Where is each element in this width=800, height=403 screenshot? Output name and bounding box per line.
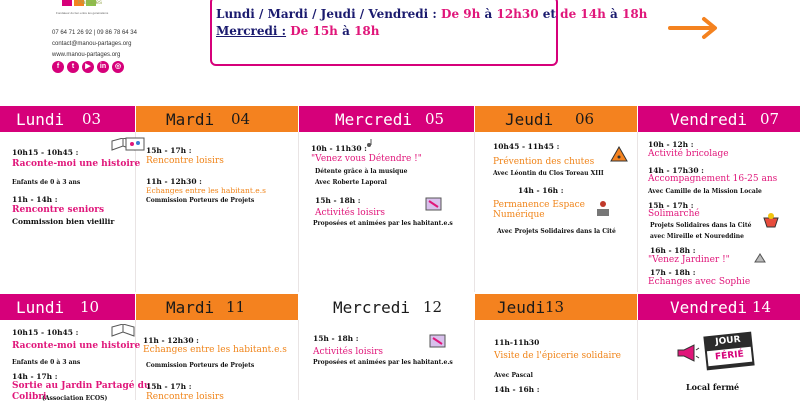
- event-detail: Détente grâce à la musique: [315, 168, 408, 175]
- column-divider: [135, 132, 136, 292]
- day-name: Vendredi: [670, 297, 748, 317]
- hours-value: de 14h: [560, 7, 606, 21]
- day-header-lundi: [0, 106, 135, 132]
- day-name: Mercredi: [333, 297, 411, 317]
- event-time: 15h - 18h :: [315, 196, 361, 205]
- linkedin-icon[interactable]: in: [97, 61, 109, 73]
- day-header-mercredi: [299, 106, 474, 132]
- day-header-jeudi: [475, 106, 637, 132]
- day-header-mardi: [136, 294, 298, 320]
- hours-value: 12h30: [496, 7, 539, 21]
- twitter-icon[interactable]: t: [67, 61, 79, 73]
- day-header-mardi: [136, 106, 298, 132]
- gardening-icon: [752, 250, 768, 264]
- event-time: 11h-11h30: [494, 338, 540, 347]
- event-time: 11h - 14h :: [12, 195, 58, 204]
- day-name: Mardi: [166, 109, 215, 129]
- website-link[interactable]: www.manou-partages.org: [52, 52, 121, 58]
- event-detail: Proposées et animées par les habitant.e.s: [313, 220, 453, 227]
- day-name: Mardi: [166, 297, 215, 317]
- day-number: 05: [425, 110, 445, 128]
- hours-value: De 15h: [290, 24, 338, 38]
- event-time: 15h - 17h :: [146, 146, 192, 155]
- warning-icon: [610, 146, 628, 162]
- event-time: 10h15 - 10h45 :: [12, 148, 79, 157]
- column-divider: [637, 132, 638, 292]
- day-number: 06: [575, 110, 595, 128]
- hours-connector: à: [342, 24, 350, 38]
- event-detail: Avec Projets Solidaires dans la Cité: [497, 228, 616, 235]
- day-header-lundi: [0, 294, 135, 320]
- arrow-right-icon: [668, 16, 720, 40]
- event-time: 10h15 - 10h45 :: [12, 328, 79, 337]
- event-title: Solimarché: [648, 209, 700, 219]
- day-number: 07: [760, 110, 780, 128]
- day-number: 10: [80, 298, 100, 316]
- event-title: Colibri: [12, 392, 47, 402]
- book-icon: [110, 324, 136, 340]
- logo-wordmark: Partages: [78, 0, 103, 6]
- event-time: 10h - 11h30 :: [311, 144, 367, 153]
- music-icon: [366, 138, 376, 148]
- column-divider: [298, 320, 299, 400]
- event-title: "Venez vous Détendre !": [311, 154, 422, 164]
- event-time: 17h - 18h :: [650, 268, 696, 277]
- event-detail: Avec Camille de la Mission Locale: [648, 188, 762, 195]
- day-number: 03: [82, 110, 102, 128]
- event-time: 10h45 - 11h45 :: [493, 142, 560, 151]
- event-time: 15h - 17h :: [648, 201, 694, 210]
- event-title: Raconte-moi une histoire: [12, 159, 141, 169]
- opening-hours-box: [210, 0, 648, 66]
- facebook-icon[interactable]: f: [52, 61, 64, 73]
- event-title: Activités loisirs: [315, 208, 386, 218]
- event-time: 14h - 16h :: [518, 186, 564, 195]
- event-time: 14h - 17h30 :: [648, 166, 704, 175]
- palette-icon: [124, 136, 148, 152]
- event-time: 15h - 18h :: [313, 334, 359, 343]
- event-title: Echanges avec Sophie: [648, 277, 751, 287]
- instagram-icon[interactable]: ◎: [112, 61, 124, 73]
- day-header-vendredi: [638, 294, 800, 320]
- social-links: [52, 61, 124, 73]
- holiday-stamp-line1: JOUR: [714, 334, 742, 348]
- event-detail: Commission Porteurs de Projets: [146, 197, 255, 204]
- day-number: 04: [231, 110, 251, 128]
- event-time: 16h - 18h :: [650, 246, 696, 255]
- closed-notice: Local fermé: [686, 382, 740, 392]
- event-title: Prévention des chutes: [493, 157, 595, 167]
- event-detail: Proposées et animées par les habitant.e.s: [313, 359, 453, 366]
- day-name: Vendredi: [670, 109, 748, 129]
- hours-value: 18h: [354, 24, 380, 38]
- day-header-vendredi: [638, 106, 800, 132]
- event-detail: Enfants de 0 à 3 ans: [12, 359, 81, 366]
- basket-icon: [762, 212, 780, 228]
- day-name: Mercredi: [335, 109, 413, 129]
- event-title: Numérique: [493, 210, 545, 220]
- day-header-mercredi: [299, 294, 474, 320]
- hours-line-2: [216, 23, 556, 40]
- event-title: Sortie au Jardin Partagé du: [12, 381, 151, 391]
- day-name: Jeudi: [497, 297, 546, 317]
- hours-value: 18h: [621, 7, 648, 21]
- day-header-jeudi: [475, 294, 637, 320]
- tagline: Fondateur du lien entre les générations: [56, 11, 109, 15]
- event-title: Visite de l'épicerie solidaire: [494, 351, 621, 361]
- event-time: 11h - 12h30 :: [146, 177, 202, 186]
- email-link[interactable]: contact@manou-partages.org: [52, 41, 132, 47]
- phone-numbers: 07 64 71 26 92 | 09 86 78 64 34: [52, 30, 137, 36]
- column-divider: [474, 132, 475, 292]
- youtube-icon[interactable]: ▶: [82, 61, 94, 73]
- event-title: Echanges entre les habitant.e.s: [143, 345, 287, 355]
- week2-header-row: [0, 294, 800, 320]
- event-title: Activité bricolage: [648, 149, 729, 159]
- megaphone-icon: [676, 342, 700, 364]
- computer-user-icon: [594, 199, 612, 217]
- event-detail: Projets Solidaires dans la Cité: [650, 222, 752, 229]
- event-detail: Avec Pascal: [494, 372, 533, 379]
- holiday-stamp: [703, 332, 754, 371]
- event-title: "Venez Jardiner !": [648, 255, 730, 265]
- day-name: Lundi: [16, 297, 65, 317]
- event-detail: Commission Porteurs de Projets: [146, 362, 255, 369]
- event-time: 14h - 17h :: [12, 372, 58, 381]
- hours-days-label: Lundi / Mardi / Jeudi / Vendredi :: [216, 7, 437, 21]
- hours-line-1: [216, 6, 648, 23]
- week1-header-row: [0, 106, 800, 132]
- day-name: Jeudi: [505, 109, 554, 129]
- column-divider: [637, 320, 638, 400]
- day-number: 12: [423, 298, 443, 316]
- event-title: Permanence Espace: [493, 200, 586, 210]
- hours-connector: à: [610, 7, 618, 21]
- event-title: Activités loisirs: [313, 347, 384, 357]
- event-title: Echanges entre les habitant.e.s: [146, 186, 266, 195]
- hours-wednesday-label: Mercredi :: [216, 24, 287, 38]
- day-number: 11: [226, 298, 246, 316]
- event-title: Rencontre loisirs: [146, 156, 224, 166]
- hours-connector: à: [484, 7, 493, 21]
- event-time: 15h - 17h :: [146, 382, 192, 391]
- event-title: Rencontre loisirs: [146, 392, 224, 402]
- day-number: 14: [752, 298, 772, 316]
- event-title: Raconte-moi une histoire: [12, 341, 141, 351]
- column-divider: [298, 132, 299, 292]
- event-detail: Enfants de 0 à 3 ans: [12, 179, 81, 186]
- craft-supplies-icon: [428, 332, 448, 350]
- holiday-stamp-line2: FÉRIÉ: [707, 347, 752, 367]
- event-title: Rencontre seniors: [12, 205, 105, 215]
- day-number: 13: [545, 298, 565, 316]
- day-name: Lundi: [16, 109, 65, 129]
- event-title: Accompagnement 16-25 ans: [648, 174, 778, 184]
- hours-value: De 9h: [441, 7, 481, 21]
- event-detail: Avec Léontin du Clos Toreau XIII: [493, 170, 604, 177]
- event-detail: Avec Roberte Laporal: [315, 179, 387, 186]
- event-time: 14h - 16h :: [494, 385, 540, 394]
- craft-supplies-icon: [424, 195, 444, 213]
- event-detail: avec Mireille et Noureddine: [650, 233, 744, 240]
- hours-connector: et: [542, 7, 556, 21]
- event-time: 10h - 12h :: [648, 140, 694, 149]
- event-detail: Commission bien vieillir: [12, 217, 115, 226]
- column-divider: [474, 320, 475, 400]
- event-detail: (Association ECOS): [42, 395, 108, 402]
- event-time: 11h - 12h30 :: [143, 336, 199, 345]
